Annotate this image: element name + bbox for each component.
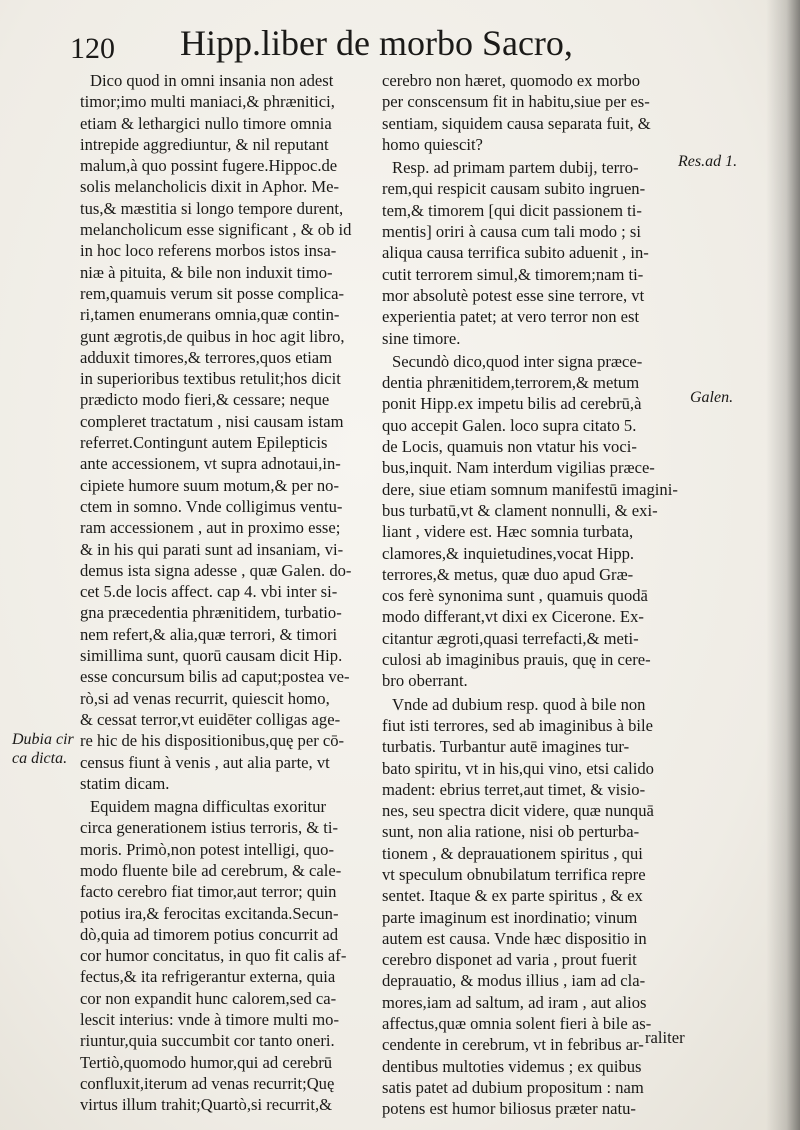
paragraph <box>382 694 682 1120</box>
text-line: rem,qui respicit causam subito ingruen- <box>382 179 646 199</box>
text-line: moris. Primò,non potest intelligi, quo- <box>80 839 334 859</box>
text-line: tus,& mæstitia si longo tempore durent, <box>80 198 344 218</box>
text-line: intrepide aggrediuntur, & nil reputant <box>80 134 329 154</box>
text-line: aliqua causa terrifica subito aduenit , in- <box>382 243 649 263</box>
text-line: modo fluente bile ad cerebrum, & cale- <box>80 860 342 880</box>
text-line: nes, seu spectra dicit videre, quæ nunquā <box>382 801 654 821</box>
text-line: tionem , & deprauationem spiritus , qui <box>382 843 643 863</box>
text-line: modo differant,vt dixi ex Cicerone. Ex- <box>382 607 644 627</box>
text-line: Dico quod in omni insania non adest <box>90 71 334 90</box>
text-line: dentia phrænitidem,terrorem,& metum <box>382 373 640 393</box>
text-line: fiut isti terrores, sed ab imaginibus à bile <box>382 715 653 735</box>
text-line: cor non expandit hunc calorem,sed ca- <box>80 988 337 1008</box>
text-line: liant , videre est. Hæc somnia turbata, <box>382 522 634 542</box>
text-line: bro oberrant. <box>382 671 468 691</box>
text-line: de Locis, quamuis non vtatur his voci- <box>382 437 637 457</box>
text-line: simillima sunt, quorū causam dicit Hip. <box>80 646 343 666</box>
text-line: adduxit timores,& terrores,quos etiam <box>80 347 333 367</box>
text-line: homo quiescit? <box>382 134 483 154</box>
text-line: prædicto modo fieri,& cessare; neque <box>80 390 330 410</box>
text-line: potens est humor biliosus præter natu- <box>382 1099 636 1119</box>
text-line: & cessat terror,vt euidēter colligas age- <box>80 709 341 729</box>
paragraph <box>382 351 682 692</box>
text-line: Tertiò,quomodo humor,qui ad cerebrū <box>80 1052 333 1072</box>
paragraph <box>382 70 682 155</box>
text-line: sentet. Itaque & ex parte spiritus , & ex <box>382 886 643 906</box>
text-line: & in his qui parati sunt ad insaniam, vi- <box>80 539 344 559</box>
text-line: circa generationem istius terroris, & ti- <box>80 818 339 838</box>
text-line: demus ista signa adesse , quæ Galen. do- <box>80 560 352 580</box>
text-line: lescit interius: vnde à timore multi mo- <box>80 1010 339 1030</box>
text-line: cipiete humore suum motum,& per no- <box>80 475 339 495</box>
text-line: dò,quia ad timorem potius concurrit ad <box>80 924 339 944</box>
text-line: niæ à pituita, & bile non induxit timo- <box>80 262 333 282</box>
text-line: mores,iam ad saltum, ad iram , aut alios <box>382 992 647 1012</box>
text-line: culosi ab imaginibus prauis, quę in cere- <box>382 650 651 670</box>
text-line: Vnde ad dubium resp. quod à bile non <box>392 694 646 714</box>
text-line: bus,inquit. Nam interdum vigilias præce- <box>382 458 655 478</box>
text-line: compleret tractatum , nisi causam istam <box>80 411 344 431</box>
text-line: ctem in somno. Vnde colligimus ventu- <box>80 496 343 516</box>
text-line: quo accepit Galen. loco supra citato 5. <box>382 415 637 435</box>
text-line: clamores,& inquietudines,vocat Hipp. <box>382 543 635 563</box>
text-line: gunt ægrotis,de quibus in hoc agit libro, <box>80 326 345 346</box>
text-line: riuntur,quia succumbit cor tanto oneri. <box>80 1031 335 1051</box>
margin-note-resp: Res.ad 1. <box>678 153 738 170</box>
text-line: confluxit,iterum ad venas recurrit;Quę <box>80 1073 335 1093</box>
text-line: ri,tamen enumerans omnia,quæ contin- <box>80 305 340 325</box>
margin-note-galen: Galen. <box>690 389 734 406</box>
text-line: sentiam, siquidem causa separata fuit, & <box>382 113 651 133</box>
text-line: nem refert,& alia,quæ terrori, & timori <box>80 624 338 644</box>
text-line: Equidem magna difficultas exoritur <box>90 797 327 817</box>
paragraph <box>80 796 376 1115</box>
text-line: potius ira,& ferocitas excitanda.Secun- <box>80 903 339 923</box>
text-line: etiam & lethargici nullo timore omnia <box>80 113 332 133</box>
text-line: rò,si ad venas recurrit, quiescit homo, <box>80 688 330 708</box>
text-line: mentis] oriri à causa cum tali modo ; si <box>382 222 641 242</box>
text-line: fectus,& ita refrigerantur externa, quia <box>80 967 336 987</box>
text-line: esse concursum bilis ad caput;postea ve- <box>80 667 350 687</box>
text-line: Resp. ad primam partem dubij, terro- <box>392 158 639 178</box>
text-line: referret.Contingunt autem Epilepticis <box>80 433 328 453</box>
text-line: per conscensum fit in habitu,siue per es- <box>382 92 650 112</box>
running-title: Hipp.liber de morbo Sacro, <box>180 23 573 63</box>
text-line: ante accessionem, vt supra adnotaui,in- <box>80 454 341 474</box>
text-line: gna præcedentia phrænitidem, turbatio- <box>80 603 342 623</box>
text-line: facto cerebro fiat timor,aut terror; quin <box>80 882 337 902</box>
text-line: cerebro non hæret, quomodo ex morbo <box>382 71 641 90</box>
text-line: tem,& timorem [qui dicit passionem ti- <box>382 200 642 220</box>
page-header <box>70 22 670 68</box>
text-line: cor humor concitatus, in quo fit calis af- <box>80 946 347 966</box>
text-line: timor;imo multi maniaci,& phrænitici, <box>80 92 335 112</box>
text-line: autem est causa. Vnde hæc dispositio in <box>382 928 647 948</box>
text-line: cet 5.de locis affect. cap 4. vbi inter si- <box>80 582 338 602</box>
text-line: cos ferè synonima sunt , quamuis quodā <box>382 586 648 606</box>
text-line: satis patet ad dubium propositum : nam <box>382 1077 644 1097</box>
text-line: solis melancholicis dixit in Aphor. Me- <box>80 177 340 197</box>
text-line: re hic de his dispositionibus,quę per cō- <box>80 731 345 751</box>
text-line: Secundò dico,quod inter signa præce- <box>392 351 643 371</box>
text-line: citantur ægroti,quasi terrefacti,& meti- <box>382 628 639 648</box>
text-line: ram accessionem , aut in proximo esse; <box>80 518 341 538</box>
text-line: experientia patet; at vero terror non est <box>382 307 640 327</box>
text-line: bus turbatū,vt & clament nonnulli, & exi- <box>382 500 658 520</box>
left-text-column <box>80 70 376 1118</box>
text-line: rem,quamuis verum sit posse complica- <box>80 283 345 303</box>
text-line: sine timore. <box>382 328 461 348</box>
margin-note-dubia: Dubia cir ca dicta. <box>12 731 74 767</box>
text-line: statim dicam. <box>80 773 170 793</box>
text-line: cerebro disponet ad varia , prout fuerit <box>382 950 637 970</box>
page-number: 120 <box>70 32 115 65</box>
text-line: census fiunt à venis , aut alia parte, vt <box>80 752 330 772</box>
text-line: vt speculum obnubilatum terrifica repre <box>382 864 646 884</box>
text-line: bato spiritu, vt in his,qui vino, etsi calido <box>382 758 654 778</box>
text-line: turbatis. Turbantur autē imagines tur- <box>382 737 630 757</box>
paragraph <box>382 157 682 349</box>
text-line: in hoc loco referens morbos istos insa- <box>80 241 337 261</box>
text-line: cendente in cerebrum, vt in febribus ar- <box>382 1035 644 1055</box>
text-line: parte imaginum est inordinatio; vinum <box>382 907 638 927</box>
text-line: dere, siue etiam somnum manifestū imagini- <box>382 479 678 499</box>
paragraph <box>80 70 376 794</box>
text-line: sunt, non alia ratione, nisi ob perturba- <box>382 822 640 842</box>
text-line: terrores,& metus, quæ duo apud Græ- <box>382 564 634 584</box>
text-line: virtus illum trahit;Quartò,si recurrit,& <box>80 1095 333 1115</box>
text-line: malum,à quo possint fugere.Hippoc.de <box>80 156 338 176</box>
right-text-column <box>382 70 682 1122</box>
text-line: in superioribus textibus retulit;hos dicit <box>80 369 341 389</box>
text-line: ponit Hipp.ex impetu bilis ad cerebrū,à <box>382 394 642 414</box>
text-line: mor absolutè potest esse sine terrore, vt <box>382 285 645 305</box>
text-line: cutit terrorem simul,& timorem;nam ti- <box>382 264 644 284</box>
text-line: madent: ebrius terret,aut timet, & visio- <box>382 779 646 799</box>
text-line: deprauatio, & modus illius , iam ad cla- <box>382 971 646 991</box>
text-line: melancholicum esse significant , & ob id <box>80 220 352 240</box>
text-line: affectus,quæ omnia solent fieri à bile as- <box>382 1014 652 1034</box>
text-line: dentibus multoties videmus ; ex quibus <box>382 1056 642 1076</box>
catchword: raliter <box>645 1028 685 1047</box>
